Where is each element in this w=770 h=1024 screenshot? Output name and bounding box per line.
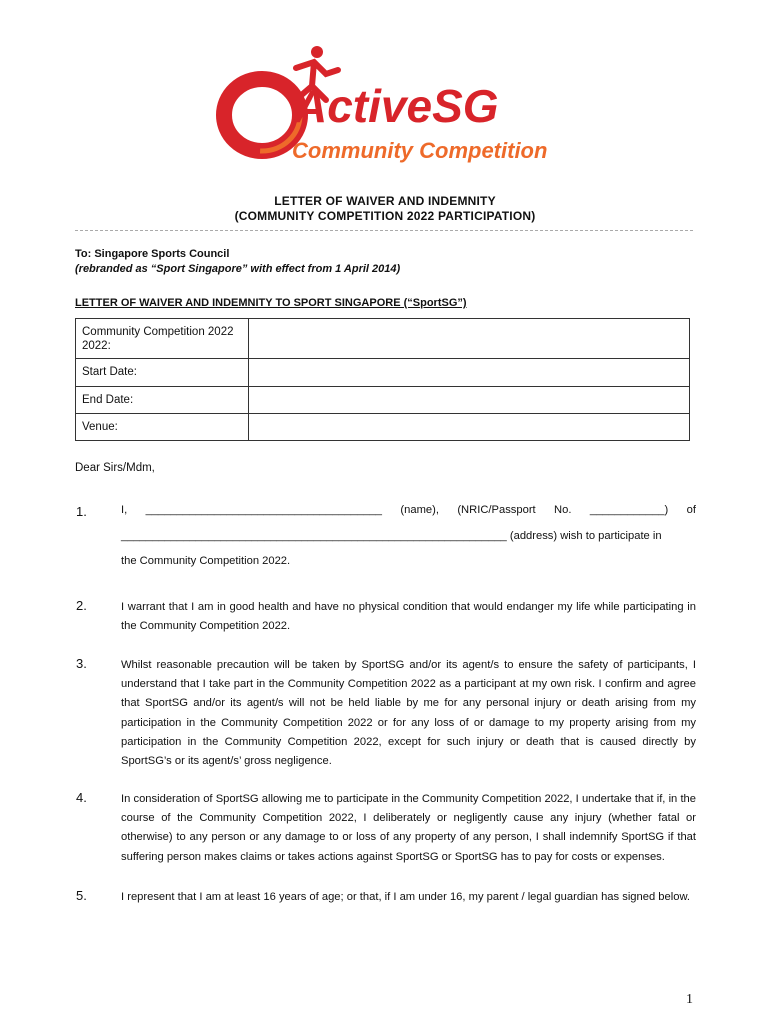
clause-1-number: 1.: [76, 504, 87, 519]
clause-2-number: 2.: [76, 598, 87, 613]
doc-title-line2: (COMMUNITY COMPETITION 2022 PARTICIPATION): [234, 209, 536, 223]
value-end-date[interactable]: [249, 387, 690, 414]
label-start-date: Start Date:: [76, 359, 249, 387]
activesg-logo-graphic: [214, 40, 564, 170]
title-divider: [75, 230, 693, 231]
activesg-logo: [214, 40, 564, 170]
clause-5-text: I represent that I am at least 16 years of age; or that, if I am under 16, my parent / legal guardian has signed below.: [121, 891, 691, 903]
clause-5-number: 5.: [76, 888, 87, 903]
addressee-note: (rebranded as “Sport Singapore” with effect from 1 April 2014): [75, 263, 401, 275]
clause-1-line3: the Community Competition 2022.: [121, 555, 291, 567]
label-venue: Venue:: [76, 414, 249, 441]
table-row: [76, 387, 690, 414]
clause-4-text: In consideration of SportSG allowing me to participate in the Community Competition 2022, I undertake that if, in the course of the Community Competition 2022, I deliberately or negligently cause any injury (whether fatal or otherwise) to any person or any damage to or loss of any property of any person, I shall indemnify SportSG if that suffering person makes claims or takes actions against SportSG or SportSG has to pay for costs or expenses.: [121, 793, 696, 863]
letter-subheading: LETTER OF WAIVER AND INDEMNITY TO SPORT SINGAPORE (“SportSG”): [75, 297, 467, 309]
clause-1-address-line[interactable]: ______________________________________________________________ (address) wish to participate in: [121, 530, 662, 542]
page-number: 1: [686, 992, 693, 1007]
value-start-date[interactable]: [249, 359, 690, 387]
clause-1-no: No.: [554, 504, 572, 516]
value-venue[interactable]: [249, 414, 690, 441]
clause-3-text: Whilst reasonable precaution will be taken by SportSG and/or its agent/s to ensure the safety of participants, I understand that I take part in the Community Competition 2022 as a participant at my own risk. I confirm and agree that SportSG and/or its agent/s will not be held liable by me for any personal injury or death arising from my participation in the Community Competition 2022 or for any loss of or damage to my property arising from my participation in the Community Competition 2022, except for such injury or death that is caused directly by SportSG’s or its agent/s’ gross negligence.: [121, 659, 696, 768]
logo-brand-text: ActiveSG: [294, 80, 499, 132]
logo-runner-head: [311, 46, 323, 58]
details-table: [75, 318, 690, 441]
salutation: Dear Sirs/Mdm,: [75, 462, 155, 474]
label-competition: Community Competition 2022 2022:: [76, 319, 249, 359]
value-competition[interactable]: [249, 319, 690, 359]
table-row: [76, 414, 690, 441]
doc-title-line1: LETTER OF WAIVER AND INDEMNITY: [274, 194, 496, 208]
clause-4-number: 4.: [76, 790, 87, 805]
label-end-date: End Date:: [76, 387, 249, 414]
clause-1-i: I,: [121, 504, 128, 516]
clause-2-text: I warrant that I am in good health and have no physical condition that would endanger my life while participating in the Community Competition 2022.: [121, 601, 696, 633]
clause-1-of: of: [686, 504, 696, 516]
table-row: [76, 319, 690, 359]
table-row: [76, 359, 690, 387]
nric-blank[interactable]: ____________): [589, 504, 669, 516]
logo-tagline-text: Community Competition: [292, 138, 548, 163]
name-blank[interactable]: ______________________________________: [145, 504, 383, 516]
clause-1-name: (name),: [400, 504, 439, 516]
addressee-to: To: Singapore Sports Council: [75, 248, 230, 260]
clause-3-number: 3.: [76, 656, 87, 671]
clause-1-line1: [121, 504, 696, 516]
clause-1-nric: (NRIC/Passport: [457, 504, 536, 516]
